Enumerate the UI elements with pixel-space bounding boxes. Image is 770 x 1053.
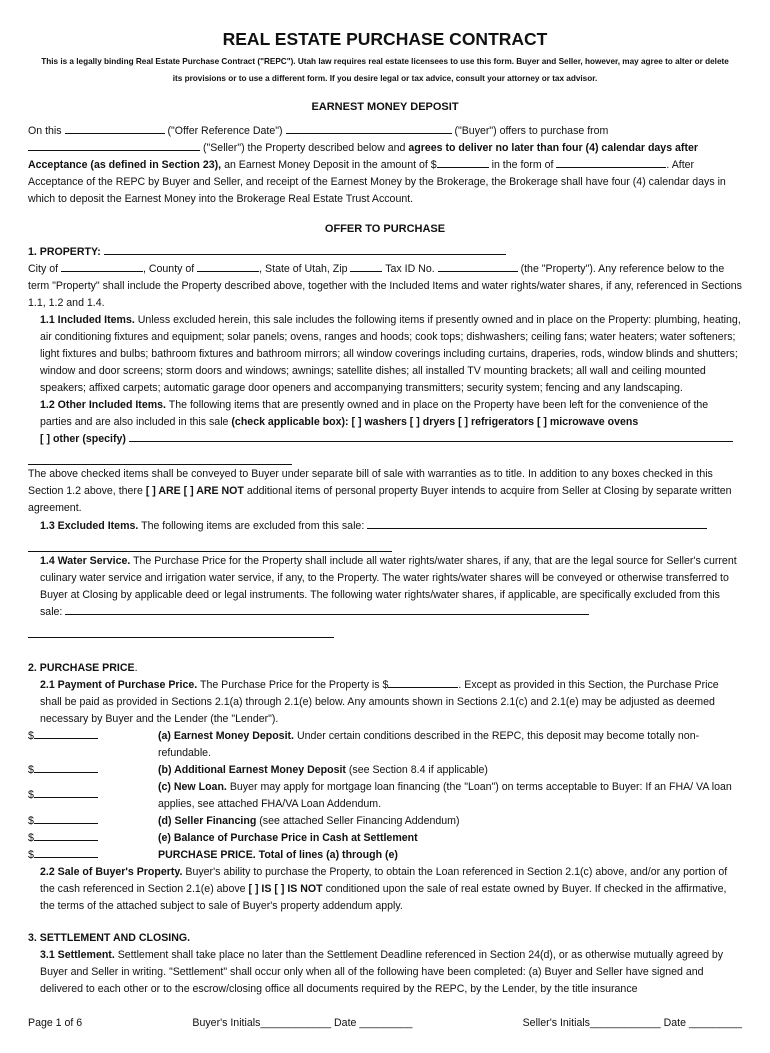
page-number: Page 1 of 6: [28, 1017, 83, 1029]
settlement-heading: 3. SETTLEMENT AND CLOSING.: [28, 932, 191, 944]
buyer-initials[interactable]: Buyer's Initials____________ Date _________: [192, 1017, 413, 1029]
purchase-price-field[interactable]: [388, 677, 458, 688]
water-excluded-line-2[interactable]: [28, 621, 334, 638]
water-excluded-field[interactable]: [65, 604, 589, 615]
contract-page: [0, 29, 770, 1053]
earnest-heading: EARNEST MONEY DEPOSIT: [311, 101, 459, 113]
price-line-c: $ (c) New Loan. Buyer may apply for mortgage loan financing (the "Loan") on terms acceptable to Buyer: If an FHA/ VA loan applies, see attached FHA/VA Loan Addendum.: [28, 781, 732, 810]
zip-field[interactable]: [350, 261, 382, 272]
offer-heading: OFFER TO PURCHASE: [324, 223, 446, 235]
buyer-name-field[interactable]: [286, 123, 452, 134]
seller-initials[interactable]: Seller's Initials____________ Date _________: [522, 1017, 742, 1029]
section-2-1: 2.1 Payment of Purchase Price. The Purchase Price for the Property is $ . Except as provided in this Section, the Purchase Price shall be paid as provided in Sections 2.1(a) through 2.1(e) below. Any amounts shown in Sections 2.1(c) and 2.1(e) may be adjusted as deemed necessary by Buyer and the Lender (the "Lender").: [40, 679, 719, 725]
price-line-b: $ (b) Additional Earnest Money Deposit (see Section 8.4 if applicable): [28, 764, 488, 776]
excluded-items-line-2[interactable]: [28, 535, 392, 552]
amount-b-field[interactable]: [34, 762, 98, 773]
price-line-e: $ (e) Balance of Purchase Price in Cash at Settlement: [28, 832, 418, 844]
purchase-price-heading: 2. PURCHASE PRICE.: [28, 662, 138, 674]
price-breakdown: [28, 728, 742, 864]
section-1-1: 1.1 Included Items. Unless excluded herein, this sale includes the following items if presently owned and in place on the Property: plumbing, heating, air conditioning fixtures and equipment; solar panels; ovens, ranges and hoods; cook tops; dishwashers; ceiling fans; water heaters; water softeners; light fixtures and bulbs; bathroom fixtures and bathroom mirrors; all window coverings including curtains, draperies, rods, window blinds and shutters; window and door screens; storm doors and windows; awnings; satellite dishes; all installed TV mounting brackets; all wall and ceiling mounted speakers; affixed carpets; automatic garage door openers and accompanying transmitters; security system; fencing and any landscaping.: [40, 314, 741, 394]
amount-d-field[interactable]: [34, 813, 98, 824]
earnest-paragraph: On this ("Offer Reference Date") ("Buyer") offers to purchase from ("Seller") the Property described below and agrees to deliver no later than four (4) calendar days after Acceptance (as defined in Section 23), an Earnest Money Deposit in the amount of $ in the form of . After Acceptance of the REPC by Buyer and Seller, and receipt of the Earnest Money by the Brokerage, the Brokerage shall have four (4) calendar days in which to deposit the Earnest Money into the Brokerage Real Estate Trust Account.: [28, 125, 726, 205]
amount-e-field[interactable]: [34, 830, 98, 841]
intro-notice: This is a legally binding Real Estate Purchase Contract ("REPC"). Utah law requires real estate licensees to use this form. Buyer and Seller, however, may agree to alter or delete its provisions or to use a different form. If you desire legal or tax advice, consult your attorney or tax advisor.: [41, 57, 729, 83]
property-address-field[interactable]: [104, 244, 506, 255]
other-items-field[interactable]: [129, 431, 733, 442]
section-1-3: 1.3 Excluded Items. The following items are excluded from this sale:: [28, 518, 742, 535]
seller-name-field[interactable]: [28, 140, 200, 151]
amount-c-field[interactable]: [34, 787, 98, 798]
section-1-2-continued: The above checked items shall be conveyed to Buyer under separate bill of sale with warranties as to title. In addition to any boxes checked in this Section 1.2 above, there [ ] ARE [ ] ARE NOT additional items of personal property Buyer intends to acquire from Seller at Closing by separate written agreement.: [28, 468, 732, 514]
document-title: REAL ESTATE PURCHASE CONTRACT: [222, 29, 548, 49]
tax-id-field[interactable]: [438, 261, 518, 272]
amount-total-field[interactable]: [34, 847, 98, 858]
price-line-a: $ (a) Earnest Money Deposit. Under certain conditions described in the REPC, this deposit may become totally non-refundable.: [28, 730, 700, 759]
section-2-2: 2.2 Sale of Buyer's Property. Buyer's ability to purchase the Property, to obtain the Loan referenced in Section 2.1(c) above, and/or any portion of the cash referenced in Section 2.1(e) above [ ] IS [ ] IS NOT conditioned upon the sale of real estate owned by Buyer. If checked in the affirmative, the terms of the attached subject to sale of Buyer's property addendum apply.: [40, 866, 728, 912]
earnest-amount-field[interactable]: [437, 157, 489, 168]
amount-a-field[interactable]: [34, 728, 98, 739]
city-field[interactable]: [61, 261, 143, 272]
section-3-1: 3.1 Settlement. Settlement shall take place no later than the Settlement Deadline referenced in Section 24(d), or as otherwise mutually agreed by Buyer and Seller in writing. "Settlement" shall occur only when all of the following have been completed: (a) Buyer and Seller have signed and delivered to each other or to the escrow/closing office all documents required by the REPC, by the Lender, by the title insurance: [40, 949, 724, 995]
county-field[interactable]: [197, 261, 259, 272]
section-1-2: 1.2 Other Included Items. The following items that are presently owned and in place on the Property have been left for the convenience of the parties and are also included in this sale (check applicable box): [ ] washers [ ] dryers [ ] refrigerators [ ] microwave ovens [ ] other (specify): [28, 397, 742, 448]
offer-date-field[interactable]: [65, 123, 165, 134]
earnest-form-field[interactable]: [556, 157, 666, 168]
excluded-items-field[interactable]: [367, 518, 707, 529]
price-line-total: $ PURCHASE PRICE. Total of lines (a) through (e): [28, 849, 398, 861]
price-line-d: $ (d) Seller Financing (see attached Seller Financing Addendum): [28, 815, 460, 827]
property-section: 1. PROPERTY: City of , County of , State of Utah, Zip Tax ID No. (the "Property"). Any reference below to the term "Property" shall include the Property described above, together with the Included Items and water rights/water shares, if any, referenced in Sections 1.1, 1.2 and 1.4.: [28, 246, 742, 309]
other-items-line-2[interactable]: [28, 448, 292, 465]
section-1-4: 1.4 Water Service. The Purchase Price for the Property shall include all water rights/water shares, if any, that are the legal source for Seller's current culinary water service and irrigation water service, if any, to the Property. The water rights/water shares will be conveyed or otherwise transferred to Buyer at Closing by applicable deed or legal instruments. The following water rights/water shares, if applicable, are specifically excluded from this sale:: [40, 555, 737, 618]
